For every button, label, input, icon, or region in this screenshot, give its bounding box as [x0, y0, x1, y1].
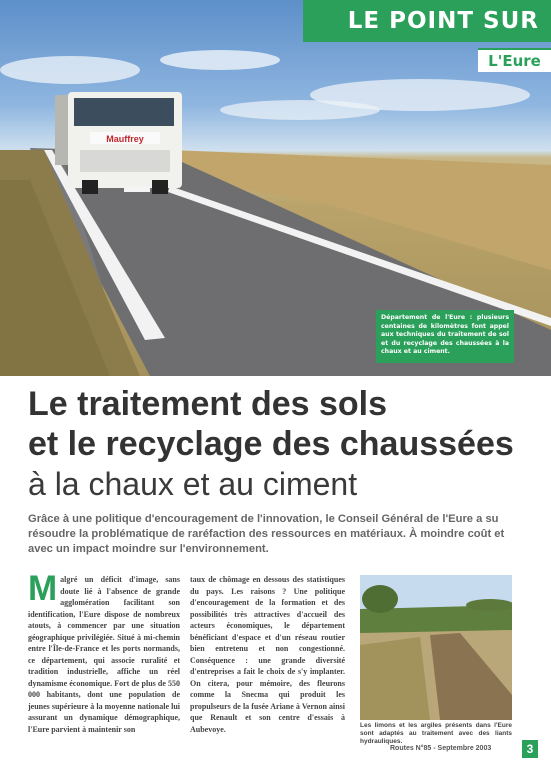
region-tag: L'Eure	[478, 48, 551, 72]
body-column-1	[28, 569, 180, 735]
body-column-1-text: algré un déficit d'image, sans doute lié à l'absence de grande agglomération facilitant son identification, l'Eure dispose de nombreux atouts, à commencer par une situation géographique privilégiée. Situé à mi-chemin entre l'Île-de-France et les ports normands, ce département, qui associe ruralité et tradition industrielle, affiche un réel dynamisme économique. Fort de plus de 550 000 habitants, dont une population de jeunes supérieure à la moyenne nationale lui assurant un dynamique démographique, l'Eure parvient à maintenir son	[28, 575, 180, 734]
lead-paragraph: Grâce à une politique d'encouragement de l'innovation, le Conseil Général de l'Eure a su résoudre la problématique de raréfaction des ressources en matériaux. À moindre coût et avec un impact moindre sur l'environnement.	[28, 513, 505, 555]
page-number: 3	[522, 740, 538, 758]
issue-footer: Routes N°85 - Septembre 2003	[390, 745, 492, 752]
article-title	[28, 384, 538, 504]
side-photo-caption: Les limons et les argiles présents dans l'Eure sont adaptés au traitement avec des liants hydrauliques.	[360, 722, 512, 746]
title-line-2: et le recyclage des chaussées	[28, 425, 514, 463]
section-banner: LE POINT SUR	[303, 0, 551, 42]
side-photo	[360, 575, 512, 720]
truck-logo: Mauffrey	[106, 134, 144, 144]
drop-cap: M	[28, 569, 58, 608]
body-column-2: taux de chômage en dessous des statistiques du pays. Les raisons ? Une politique d'encouragement de la formation et des possibilités très attractives d'accueil des acteurs économiques, le département bénéficiant d'espace et d'un réseau routier bien entretenu et non congestionné. Conséquence : une grande diversité d'entreprises a fait le choix de s'y implanter. On citera, pour mémoire, des fleurons comme la Snecma qui produit les propulseurs de la fusée Ariane à Vernon ainsi que Renault et son centre d'essais à Aubevoye.	[190, 575, 345, 734]
hero-caption: Département de l'Eure : plusieurs centaines de kilomètres font appel aux techniques du traitement de sol et du recyclage des chaussées à la chaux et au ciment.	[376, 310, 514, 363]
side-photo-scene	[360, 575, 512, 720]
title-line-3: à la chaux et au ciment	[28, 466, 358, 502]
title-line-1: Le traitement des sols	[28, 385, 388, 423]
